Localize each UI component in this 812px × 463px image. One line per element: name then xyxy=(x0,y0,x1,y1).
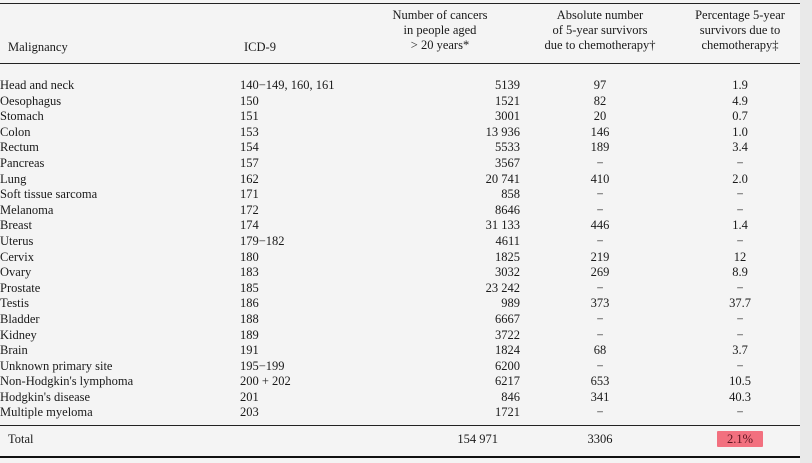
percentage-cell: − xyxy=(736,233,744,248)
cancers-cell: 3001 xyxy=(495,109,520,124)
total-percentage-highlight: 2.1% xyxy=(717,431,763,447)
icd-cell: 154 xyxy=(240,140,259,155)
header-malignancy: Malignancy xyxy=(8,40,68,54)
icd-cell: 140−149, 160, 161 xyxy=(240,78,335,92)
malignancy-cell: Prostate xyxy=(0,280,41,295)
total-percentage-cell xyxy=(680,430,800,448)
icd-cell: 201 xyxy=(240,389,259,404)
icd-cell: 191 xyxy=(240,343,259,358)
total-label: Total xyxy=(8,432,34,446)
malignancy-cell: Non-Hodgkin's lymphoma xyxy=(0,374,134,389)
percentage-cell: 3.4 xyxy=(732,140,748,155)
table-row xyxy=(0,156,800,172)
malignancy-cell: Unknown primary site xyxy=(0,358,113,373)
survivors-cell: 189 xyxy=(590,140,610,155)
icd-cell: 162 xyxy=(240,171,259,186)
percentage-cell: 37.7 xyxy=(729,296,751,311)
survivors-cell: 219 xyxy=(590,249,610,264)
malignancy-cell: Soft tissue sarcoma xyxy=(0,187,98,202)
malignancy-cell: Head and neck xyxy=(0,78,75,92)
icd-cell: 203 xyxy=(240,405,259,420)
malignancy-cell: Stomach xyxy=(0,109,44,124)
cancers-cell: 1721 xyxy=(495,405,520,420)
percentage-cell: 40.3 xyxy=(729,389,751,404)
percentage-cell: − xyxy=(736,327,744,342)
cancers-cell: 1521 xyxy=(495,93,520,108)
header-rule xyxy=(0,63,800,64)
table-row xyxy=(0,405,800,421)
survivors-cell: 373 xyxy=(590,296,610,311)
icd-cell: 200 + 202 xyxy=(240,374,291,389)
icd-cell: 183 xyxy=(240,265,259,280)
table-row xyxy=(0,281,800,297)
table-row xyxy=(0,234,800,250)
table-row xyxy=(0,125,800,141)
malignancy-cell: Breast xyxy=(0,218,32,233)
percentage-cell: − xyxy=(736,187,744,202)
survivors-cell: 97 xyxy=(593,78,607,92)
bottom-rule xyxy=(0,456,800,458)
survivors-cell: 653 xyxy=(590,374,610,389)
percentage-cell: 4.9 xyxy=(732,93,748,108)
data-table xyxy=(0,78,800,421)
survivors-cell: 269 xyxy=(590,265,610,280)
malignancy-cell: Melanoma xyxy=(0,202,54,217)
survivors-cell: 68 xyxy=(593,343,607,358)
table-row xyxy=(0,78,800,94)
survivors-cell: − xyxy=(596,202,604,217)
header-survivors xyxy=(520,8,680,53)
icd-cell: 151 xyxy=(240,109,259,124)
header-cancers xyxy=(360,8,520,53)
icd-cell: 188 xyxy=(240,311,259,326)
table-row xyxy=(0,374,800,390)
table-row xyxy=(0,172,800,188)
cancers-cell: 20 741 xyxy=(485,171,520,186)
percentage-cell: − xyxy=(736,311,744,326)
header-percentage-line-1: Percentage 5-year xyxy=(695,8,785,22)
malignancy-cell: Ovary xyxy=(0,265,32,280)
table-row xyxy=(0,343,800,359)
header-survivors-line-2: of 5-year survivors xyxy=(552,23,648,37)
icd-cell: 189 xyxy=(240,327,259,342)
percentage-cell: 3.7 xyxy=(732,343,748,358)
percentage-cell: − xyxy=(736,405,744,420)
malignancy-cell: Brain xyxy=(0,343,28,358)
cancers-cell: 4611 xyxy=(495,233,520,248)
table-row xyxy=(0,109,800,125)
table-row xyxy=(0,218,800,234)
survivors-cell: − xyxy=(596,280,604,295)
header-survivors-line-1: Absolute number xyxy=(556,8,644,22)
table-row xyxy=(0,296,800,312)
survivors-cell: − xyxy=(596,405,604,420)
cancers-cell: 13 936 xyxy=(485,124,520,139)
cancers-cell: 6667 xyxy=(495,311,520,326)
cancers-cell: 31 133 xyxy=(485,218,520,233)
percentage-cell: 0.7 xyxy=(732,109,748,124)
survivors-cell: − xyxy=(596,311,604,326)
total-survivors: 3306 xyxy=(587,432,613,446)
header-percentage-line-3: chemotherapy‡ xyxy=(701,38,779,52)
header-icd: ICD-9 xyxy=(244,40,276,54)
total-cancers: 154 971 xyxy=(457,432,498,446)
icd-cell: 179−182 xyxy=(240,233,285,248)
cancers-cell: 5139 xyxy=(495,78,520,92)
survivors-cell: 446 xyxy=(590,218,610,233)
cancers-cell: 6200 xyxy=(495,358,520,373)
percentage-cell: 1.0 xyxy=(732,124,748,139)
cancers-cell: 23 242 xyxy=(485,280,520,295)
survivors-cell: − xyxy=(596,327,604,342)
icd-cell: 172 xyxy=(240,202,259,217)
table-row xyxy=(0,94,800,110)
icd-cell: 157 xyxy=(240,155,259,170)
top-rule xyxy=(0,3,800,4)
table-row xyxy=(0,312,800,328)
percentage-cell: 10.5 xyxy=(729,374,751,389)
survivors-cell: 410 xyxy=(590,171,610,186)
survivors-cell: − xyxy=(596,155,604,170)
survivors-cell: − xyxy=(596,358,604,373)
icd-cell: 186 xyxy=(240,296,259,311)
survivors-cell: − xyxy=(596,187,604,202)
cancers-cell: 3032 xyxy=(495,265,520,280)
table-row xyxy=(0,187,800,203)
malignancy-cell: Pancreas xyxy=(0,155,45,170)
malignancy-cell: Rectum xyxy=(0,140,39,155)
malignancy-cell: Multiple myeloma xyxy=(0,405,93,420)
table-row xyxy=(0,250,800,266)
table-row xyxy=(0,359,800,375)
header-cancers-line-2: in people aged xyxy=(403,23,477,37)
percentage-cell: 8.9 xyxy=(732,265,748,280)
cancers-cell: 6217 xyxy=(495,374,520,389)
percentage-cell: 12 xyxy=(733,249,747,264)
cancers-cell: 846 xyxy=(501,389,520,404)
table-row xyxy=(0,265,800,281)
percentage-cell: 1.4 xyxy=(732,218,748,233)
icd-cell: 185 xyxy=(240,280,259,295)
malignancy-cell: Kidney xyxy=(0,327,37,342)
header-cancers-line-3: > 20 years* xyxy=(410,38,470,52)
header-percentage-line-2: survivors due to xyxy=(699,23,781,37)
percentage-cell: 1.9 xyxy=(732,78,748,92)
malignancy-cell: Bladder xyxy=(0,311,40,326)
cancers-cell: 3567 xyxy=(495,155,520,170)
icd-cell: 153 xyxy=(240,124,259,139)
total-rule xyxy=(0,425,800,426)
icd-cell: 195−199 xyxy=(240,358,285,373)
cancers-cell: 1825 xyxy=(495,249,520,264)
total-row xyxy=(0,430,800,448)
malignancy-cell: Uterus xyxy=(0,233,34,248)
malignancy-cell: Cervix xyxy=(0,249,35,264)
header-cancers-line-1: Number of cancers xyxy=(392,8,488,22)
icd-cell: 174 xyxy=(240,218,259,233)
cancers-cell: 5533 xyxy=(495,140,520,155)
malignancy-cell: Oesophagus xyxy=(0,93,62,108)
percentage-cell: − xyxy=(736,358,744,373)
malignancy-cell: Colon xyxy=(0,124,31,139)
table-row xyxy=(0,203,800,219)
table-row xyxy=(0,140,800,156)
icd-cell: 180 xyxy=(240,249,259,264)
survivors-cell: 20 xyxy=(593,109,607,124)
percentage-cell: − xyxy=(736,280,744,295)
malignancy-cell: Lung xyxy=(0,171,27,186)
percentage-cell: 2.0 xyxy=(732,171,748,186)
cancers-cell: 858 xyxy=(501,187,520,202)
malignancy-cell: Testis xyxy=(0,296,29,311)
icd-cell: 150 xyxy=(240,93,259,108)
cancers-cell: 3722 xyxy=(495,327,520,342)
header-percentage xyxy=(680,8,800,53)
survivors-cell: 341 xyxy=(590,389,610,404)
malignancy-cell: Hodgkin's disease xyxy=(0,389,91,404)
icd-cell: 171 xyxy=(240,187,259,202)
table-row xyxy=(0,390,800,406)
table-row xyxy=(0,328,800,344)
survivors-cell: 146 xyxy=(590,124,610,139)
percentage-cell: − xyxy=(736,155,744,170)
survivors-cell: 82 xyxy=(593,93,607,108)
cancers-cell: 989 xyxy=(501,296,520,311)
cancers-cell: 1824 xyxy=(495,343,520,358)
header-survivors-line-3: due to chemotherapy† xyxy=(544,38,656,52)
cancers-cell: 8646 xyxy=(495,202,520,217)
survivors-cell: − xyxy=(596,233,604,248)
percentage-cell: − xyxy=(736,202,744,217)
